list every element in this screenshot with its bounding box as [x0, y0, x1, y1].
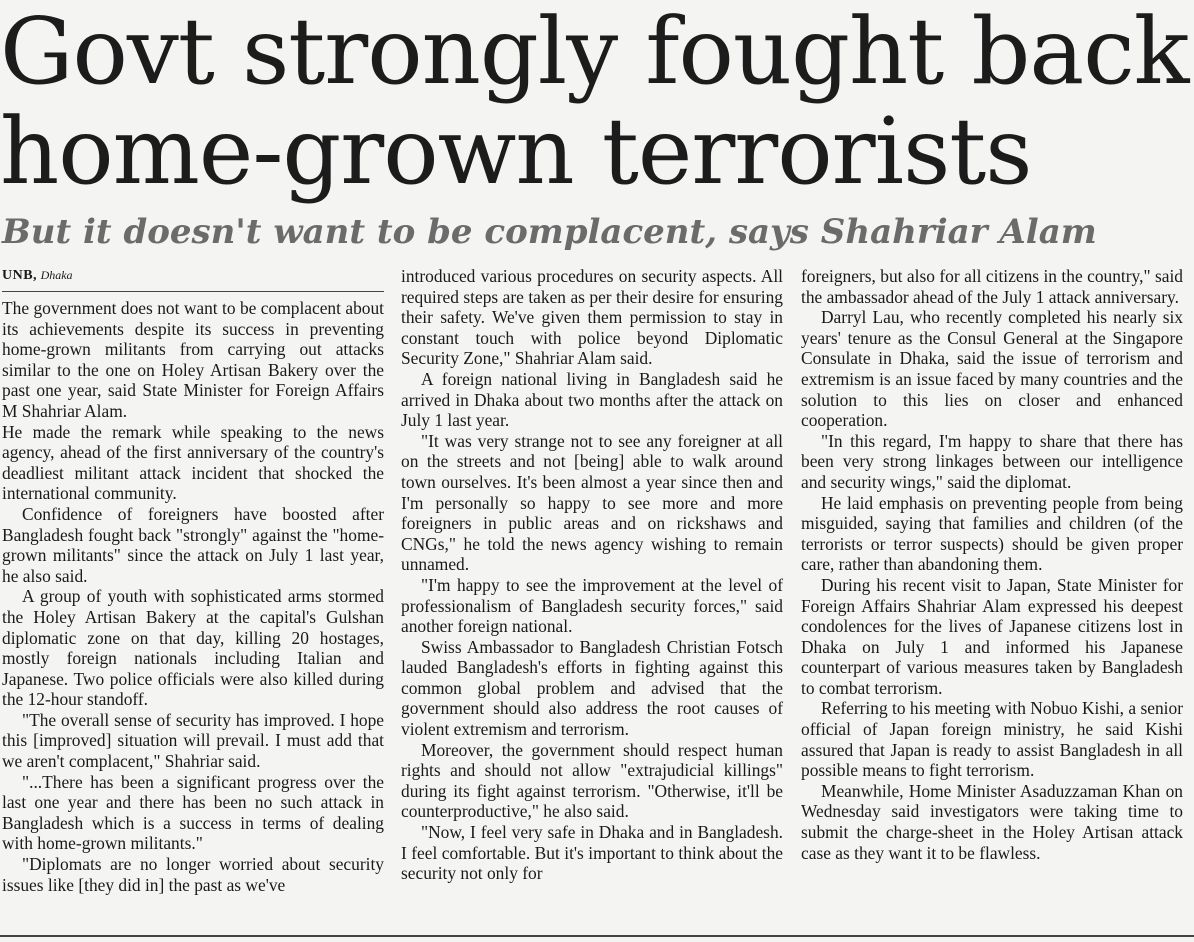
paragraph: "Diplomats are no longer worried about security issues like [they did in] the past as we've [2, 854, 384, 895]
subheadline: But it doesn't want to be complacent, says Shahriar Alam [2, 212, 1097, 252]
paragraph: A foreign national living in Bangladesh said he arrived in Dhaka about two months after the attack on July 1 last year. [401, 368, 783, 431]
paragraph: Swiss Ambassador to Bangladesh Christian Fotsch lauded Bangladesh's efforts in fighting against this common global problem and advised that the government should also address the root causes of violent extremism and terrorism. [401, 636, 783, 740]
paragraph: A group of youth with sophisticated arms stormed the Holey Artisan Bakery at the capital's Gulshan diplomatic zone on that day, killing 20 hostages, mostly foreign nationals including Italian and Japanese. Two police officials were also killed during the 12-hour standoff. [2, 586, 384, 710]
byline-agency: UNB, [2, 268, 38, 283]
paragraph: "I'm happy to see the improvement at the level of professionalism of Bangladesh security forces," said another foreign national. [401, 574, 783, 637]
paragraph: "It was very strange not to see any foreigner at all on the streets and not [being] able to walk around town ourselves. It's been almost a year since then and I'm personally so happy to see more and more foreigners in public areas and on rickshaws and CNGs," he told the news agency wishing to remain unnamed. [401, 430, 783, 575]
bottom-rule [0, 935, 1194, 937]
headline-line-1: Govt strongly fought back [0, 0, 1189, 105]
paragraph: The government does not want to be complacent about its achievements despite its success in preventing home-grown militants from carrying out attacks similar to the one on Holey Artisan Bakery over the past one year, said State Minister for Foreign Affairs M Shahriar Alam. [2, 298, 384, 421]
article-column-1 [2, 266, 384, 895]
paragraph: Referring to his meeting with Nobuo Kishi, a senior official of Japan foreign ministry, he said Kishi assured that Japan is ready to assist Bangladesh in all possible means to fight terrorism. [801, 698, 1183, 781]
paragraph: Confidence of foreigners have boosted after Bangladesh fought back "strongly" against the "home-grown militants" since the attack on July 1 last year, he also said. [2, 503, 384, 586]
byline [2, 266, 384, 292]
paragraph: Meanwhile, Home Minister Asaduzzaman Khan on Wednesday said investigators were taking time to submit the charge-sheet in the Holey Artisan attack case as they want it to be flawless. [801, 780, 1183, 863]
headline [0, 0, 1194, 205]
paragraph: "...There has been a significant progress over the last one year and there has been no such attack in Bangladesh which is a success in terms of dealing with home-grown militants." [2, 771, 384, 854]
paragraph: Moreover, the government should respect human rights and should not allow "extrajudicial killings" during its fight against terrorism. "Otherwise, it'll be counterproductive," he also said. [401, 739, 783, 822]
paragraph: Darryl Lau, who recently completed his nearly six years' tenure as the Consul General at the Singapore Consulate in Dhaka, said the issue of terrorism and extremism is an issue faced by many countries and the solution to this lies on closer and enhanced cooperation. [801, 307, 1183, 431]
paragraph: He made the remark while speaking to the news agency, ahead of the first anniversary of the country's deadliest militant attack incident that shocked the international community. [2, 421, 384, 504]
paragraph: "The overall sense of security has improved. I hope this [improved] situation will prevail. I must add that we aren't complacent," Shahriar said. [2, 709, 384, 772]
paragraph: introduced various procedures on security aspects. All required steps are taken as per their desire for ensuring their safety. We've given them permission to stay in constant touch with police beyond Diplomatic Security Zone," Shahriar Alam said. [401, 266, 783, 369]
byline-place: Dhaka [40, 268, 73, 282]
paragraph: He laid emphasis on preventing people from being misguided, saying that families and children (of the terrorists or terror suspects) should be given proper care, rather than abandoning them. [801, 492, 1183, 575]
article-column-2 [401, 266, 783, 884]
paragraph: "In this regard, I'm happy to share that there has been very strong linkages between our intelligence and security wings," said the diplomat. [801, 430, 1183, 492]
paragraph: foreigners, but also for all citizens in the country," said the ambassador ahead of the July 1 attack anniversary. [801, 266, 1183, 307]
article-column-3 [801, 266, 1183, 863]
paragraph: During his recent visit to Japan, State Minister for Foreign Affairs Shahriar Alam expressed his deepest condolences for the lives of Japanese citizens lost in Dhaka on July 1 and informed his Japanese counterpart of various measures taken by Bangladesh to combat terrorism. [801, 574, 1183, 698]
headline-line-2: home-grown terrorists [0, 98, 1032, 205]
paragraph: "Now, I feel very safe in Dhaka and in Bangladesh. I feel comfortable. But it's important to think about the security not only for [401, 822, 783, 884]
